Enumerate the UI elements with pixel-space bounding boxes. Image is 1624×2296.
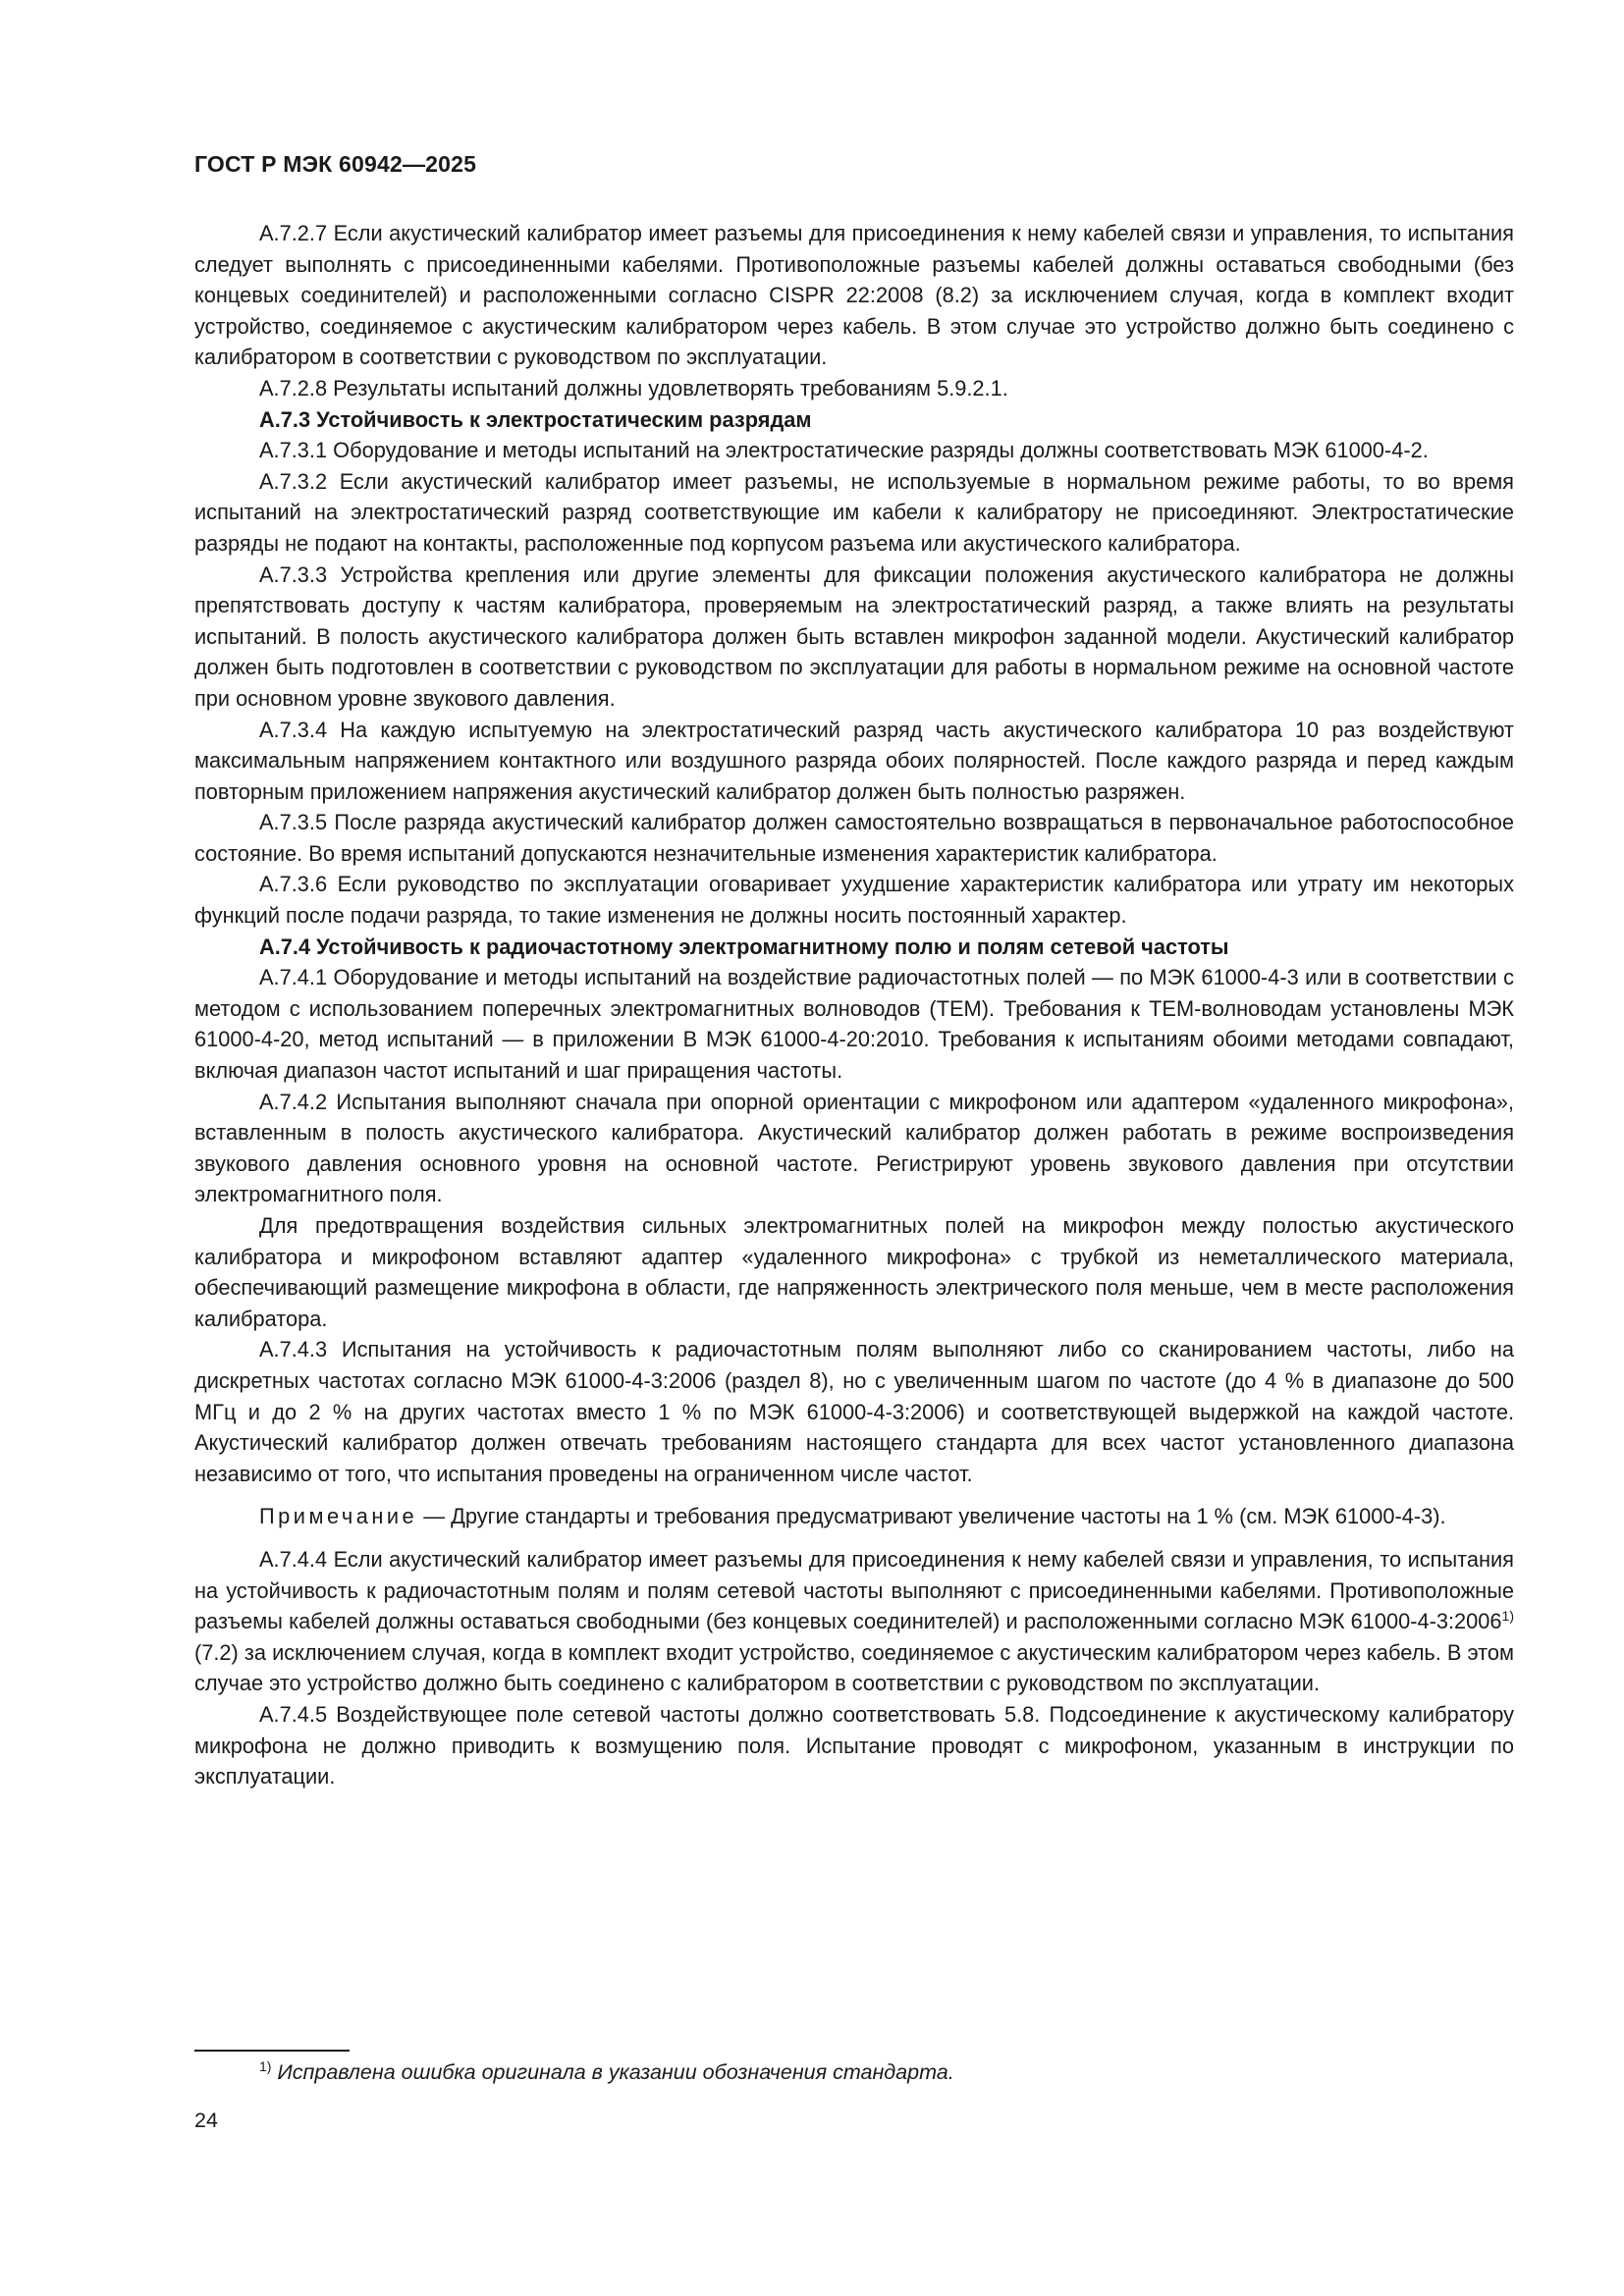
section-heading-a-7-4: А.7.4 Устойчивость к радиочастотному электромагнитному полю и полям сетевой частоты [259, 934, 1229, 959]
clause-a-7-4-5: А.7.4.5 Воздействующее поле сетевой частоты должно соответствовать 5.8. Подсоединение к акустическому калибратору микрофона не должно приводить к возмущению поля. Испытание проводят с микрофоном, указанным в инструкции по эксплуатации. [194, 1701, 1514, 1789]
clause-a-7-4-4-text-end: (7.2) за исключением случая, когда в комплект входит устройство, соединяемое с акустическим калибратором через кабель. В этом случае это устройство должно быть соединено с калибратором в соответствии с руководством по эксплуатации. [194, 1639, 1514, 1696]
clause-a-7-3-1: А.7.3.1 Оборудование и методы испытаний на электростатические разряды должны соответствовать МЭК 61000-4-2. [259, 438, 1429, 463]
clause-a-7-2-8: А.7.2.8 Результаты испытаний должны удовлетворять требованиям 5.9.2.1. [259, 375, 1008, 400]
note-text: — Другие стандарты и требования предусматривают увеличение частоты на 1 % (см. МЭК 61000-4-3). [417, 1504, 1446, 1529]
document-header: ГОСТ Р МЭК 60942—2025 [194, 151, 477, 177]
note-label: Примечание [259, 1504, 418, 1529]
clause-a-7-4-3: А.7.4.3 Испытания на устойчивость к радиочастотным полям выполняют либо со сканированием частоты, либо на дискретных частотах согласно МЭК 61000-4-3:2006 (раздел 8), но с увеличенным шагом по частоте (до 4 % в диапазоне до 500 МГц и до 2 % на других частотах вместо 1 % по МЭК 61000-4-3:2006) и соответствующей выдержкой на каждой частоте. Акустический калибратор должен отвечать требованиям настоящего стандарта для всех частот установленного диапазона независимо от того, что испытания проведены на ограниченном числе частот. [194, 1337, 1514, 1486]
footnote-marker: 1) [259, 2058, 272, 2074]
document-body [194, 218, 1514, 1792]
page-number: 24 [194, 2109, 218, 2132]
clause-a-7-4-4-text-start: А.7.4.4 Если акустический калибратор имеет разъемы для присоединения к нему кабелей связи и управления, то испытания на устойчивость к радиочастотным полям и полям сетевой частоты выполняют с присоединенными кабелями. Противоположные разъемы кабелей должны оставаться свободными (без концевых соединителей) и расположенными согласно МЭК 61000-4-3:2006 [194, 1546, 1514, 1634]
clause-a-7-3-2: А.7.3.2 Если акустический калибратор имеет разъемы, не используемые в нормальном режиме работы, то во время испытаний на электростатический разряд соответствующие им кабели к калибратору не присоединяют. Электростатические разряды не подают на контакты, расположенные под корпусом разъема или акустического калибратора. [194, 468, 1514, 556]
clause-a-7-3-6: А.7.3.6 Если руководство по эксплуатации оговаривает ухудшение характеристик калибратора или утрату им некоторых функций после подачи разряда, то такие изменения не должны носить постоянный характер. [194, 872, 1514, 929]
clause-a-7-4-1: А.7.4.1 Оборудование и методы испытаний на воздействие радиочастотных полей — по МЭК 61000-4-3 или в соответствии с методом с использованием поперечных электромагнитных волноводов (ТЕМ). Требования к ТЕМ-волноводам установлены МЭК 61000-4-20, метод испытаний — в приложении В МЭК 61000-4-20:2010. Требования к испытаниям обоими методами совпадают, включая диапазон частот испытаний и шаг приращения частоты. [194, 965, 1514, 1084]
footnote-text: Исправлена ошибка оригинала в указании обозначения стандарта. [271, 2060, 954, 2084]
clause-a-7-4-2: А.7.4.2 Испытания выполняют сначала при опорной ориентации с микрофоном или адаптером «удаленного микрофона», вставленным в полость акустического калибратора. Акустический калибратор должен работать в режиме воспроизведения звукового давления основного уровня на основной частоте. Регистрируют уровень звукового давления при отсутствии электромагнитного поля. [194, 1089, 1514, 1207]
clause-a-7-3-4: А.7.3.4 На каждую испытуемую на электростатический разряд часть акустического калибратора 10 раз воздействуют максимальным напряжением контактного или воздушного разряда обоих полярностей. После каждого разряда и перед каждым повторным приложением напряжения акустический калибратор должен быть полностью разряжен. [194, 717, 1514, 804]
clause-a-7-4-2-continued: Для предотвращения воздействия сильных электромагнитных полей на микрофон между полостью акустического калибратора и микрофоном вставляют адаптер «удаленного микрофона» с трубкой из неметаллического материала, обеспечивающий размещение микрофона в области, где напряженность электрического поля меньше, чем в месте расположения калибратора. [194, 1213, 1514, 1331]
footnote-reference[interactable]: 1) [1501, 1608, 1514, 1625]
footnote-separator [194, 2050, 350, 2052]
clause-a-7-3-3: А.7.3.3 Устройства крепления или другие элементы для фиксации положения акустического калибратора не должны препятствовать доступу к частям калибратора, проверяемым на электростатический разряд, а также влиять на результаты испытаний. В полость акустического калибратора должен быть вставлен микрофон заданной модели. Акустический калибратор должен быть подготовлен в соответствии с руководством по эксплуатации для работы в нормальном режиме на основной частоте при основном уровне звукового давления. [194, 561, 1514, 711]
note [194, 1501, 1514, 1532]
footnote [259, 2057, 954, 2087]
clause-a-7-2-7: А.7.2.7 Если акустический калибратор имеет разъемы для присоединения к нему кабелей связи и управления, то испытания следует выполнять с присоединенными кабелями. Противоположные разъемы кабелей должны оставаться свободными (без концевых соединителей) и расположенными согласно CISPR 22:2008 (8.2) за исключением случая, когда в комплект входит устройство, соединяемое с акустическим калибратором через кабель. В этом случае это устройство должно быть соединено с калибратором в соответствии с руководством по эксплуатации. [194, 221, 1514, 370]
clause-a-7-4-4 [194, 1544, 1514, 1699]
section-heading-a-7-3: А.7.3 Устойчивость к электростатическим разрядам [259, 406, 812, 432]
clause-a-7-3-5: А.7.3.5 После разряда акустический калибратор должен самостоятельно возвращаться в первоначальное работоспособное состояние. Во время испытаний допускаются незначительные изменения характеристик калибратора. [194, 810, 1514, 866]
